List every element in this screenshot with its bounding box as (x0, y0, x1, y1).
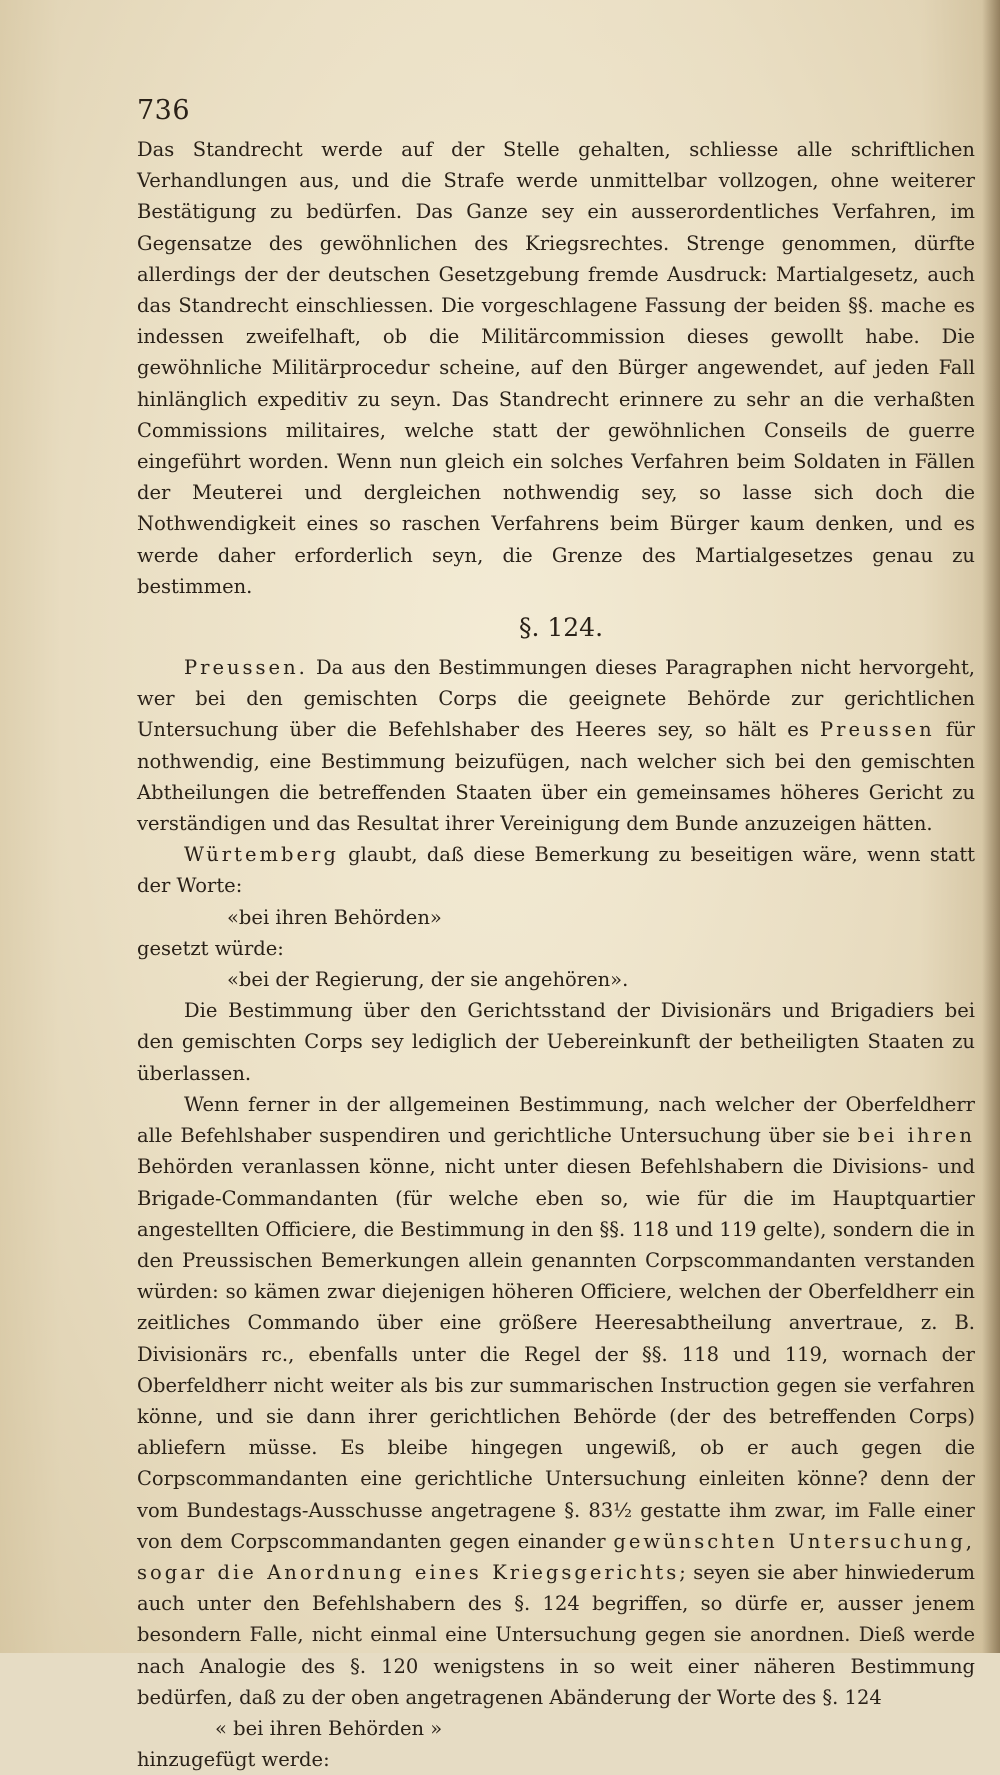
state-name-preussen: Preussen. (184, 656, 308, 680)
page-number: 736 (137, 95, 191, 126)
paragraph-oberfeldherr-a: Wenn ferner in der allgemeinen Bestimmung, nach welcher der Oberfeldherr alle Befehlshaber suspendiren und gerichtliche Untersuchung über sie (137, 1092, 975, 1148)
paragraph-preussen-text: Da aus den Bestimmungen dieses Paragraphen nicht hervorgeht, wer bei den gemischten Corps die geeignete Behörde zur gerichtlichen Untersuchung über die Befehlshaber des Heeres sey, so hält es (137, 656, 976, 742)
paragraph-oberfeldherr-c: ; seyen sie aber hinwiederum auch unter den Befehlshabern des §. 124 begriffen, so dürfe er, ausser jenem besondern Falle, nicht einmal eine Untersuchung gegen sie anordnen. Dieß werde nach Analogie des §. 120 wenigstens in so weit einer näheren Bestimmung bedürfen, daß zu der oben angetragenen Abänderung der Worte des §. 124 (137, 1560, 975, 1709)
paragraph-preussen-end: für nothwendig, eine Bestimmung beizufügen, nach welcher sich bei den gemischten Abtheilungen die betreffenden Staaten über ein gemeinsames höheres Gericht zu verständigen und das Resultat ihrer Vereinigung dem Bunde anzuzeigen hätten. (137, 718, 975, 836)
state-name-wuertemberg: Würtemberg (184, 843, 339, 867)
paragraph-oberfeldherr-b: Behörden veranlassen könne, nicht unter diesen Befehlshabern die Divisions- und Brigade-Commandanten (für welche eben so, wie für die im Hauptquartier angestellten Officiere, die Bestimmung in den §§. 118 und 119 gelte), sondern die in den Preussischen Bemerkungen allein genannten Corpscommandanten verstanden würden: so kämen zwar diejenigen höheren Officiere, welchen der Oberfeldherr ein zeitliches Commando über eine größere Heeresabtheilung anvertraue, z. B. Divisionärs rc., ebenfalls unter die Regel der §§. 118 und 119, wornach der Oberfeldherr nicht weiter als bis zur summarischen Instruction gegen sie verfahren könne, und sie dann ihrer gerichtlichen Behörde (der des betreffenden Corps) abliefern müsse. Es bleibe hingegen ungewiß, ob er auch gegen die Corpscommandanten eine gerichtliche Untersuchung einleiten könne? denn der vom Bundestags-Ausschusse angetragene §. 83½ gestatte ihm zwar, im Falle einer von dem Corpscommandanten gegen einander (137, 1155, 975, 1553)
section-heading: §. 124. (518, 613, 604, 643)
quote-bei-ihren-behoerden: «bei ihren Behörden» (227, 905, 442, 929)
paragraph-wuertemberg (137, 839, 975, 901)
page-content (137, 92, 975, 1775)
quote-bei-der-regierung: «bei der Regierung, der sie angehören». (227, 968, 629, 992)
line-hinzugefuegt: hinzugefügt werde: (137, 1748, 330, 1772)
quote-bei-ihren-behoerden-2: « bei ihren Behörden » (215, 1716, 443, 1740)
paragraph-wuertemberg-text: glaubt, daß diese Bemerkung zu beseitigen wäre, wenn statt der Worte: (137, 843, 976, 898)
paragraph-standrecht: Das Standrecht werde auf der Stelle gehalten, schliesse alle schriftlichen Verhandlungen aus, und die Strafe werde unmittelbar vollzogen, ohne weiterer Bestätigung zu bedürfen. Das Ganze sey ein ausserordentliches Verfahren, im Gegensatze des gewöhnlichen des Kriegsrechtes. Strenge genommen, dürfte allerdings der der deutschen Gesetzgebung fremde Ausdruck: Martialgesetz, auch das Standrecht einschliessen. Die vorgeschlagene Fassung der beiden §§. mache es indessen zweifelhaft, ob die Militärcommission dieses gewollt habe. Die gewöhnliche Militärprocedur scheine, auf den Bürger angewendet, auf jeden Fall hinlänglich expeditiv zu seyn. Das Standrecht erinnere zu sehr an die verhaßten Commissions militaires, welche statt der gewöhnlichen Conseils de guerre eingeführt worden. Wenn nun gleich ein solches Verfahren beim Soldaten in Fällen der Meuterei und dergleichen nothwendig sey, so lasse sich doch die Nothwendigkeit eines so raschen Verfahrens beim Bürger kaum denken, und es werde daher erforderlich seyn, die Grenze des Martialgesetzes genau zu bestimmen. (137, 138, 975, 598)
page-edge-shadow (982, 0, 1000, 1653)
paragraph-gerichtsstand: Die Bestimmung über den Gerichtsstand der Divisionärs und Brigadiers bei den gemischten Corps sey lediglich der Uebereinkunft der betheiligten Staaten zu überlassen. (137, 999, 975, 1085)
line-gesetzt: gesetzt würde: (137, 936, 284, 960)
emphasis-bei-ihren: bei ihren (857, 1124, 975, 1148)
emphasis-kriegsgericht: gewünschten Untersuchung, sogar die Anordnung eines Kriegsgerichts (137, 1529, 975, 1584)
paragraph-preussen (137, 652, 975, 839)
state-name-preussen-inline: Preussen (820, 718, 935, 742)
paragraph-oberfeldherr (137, 1089, 975, 1713)
